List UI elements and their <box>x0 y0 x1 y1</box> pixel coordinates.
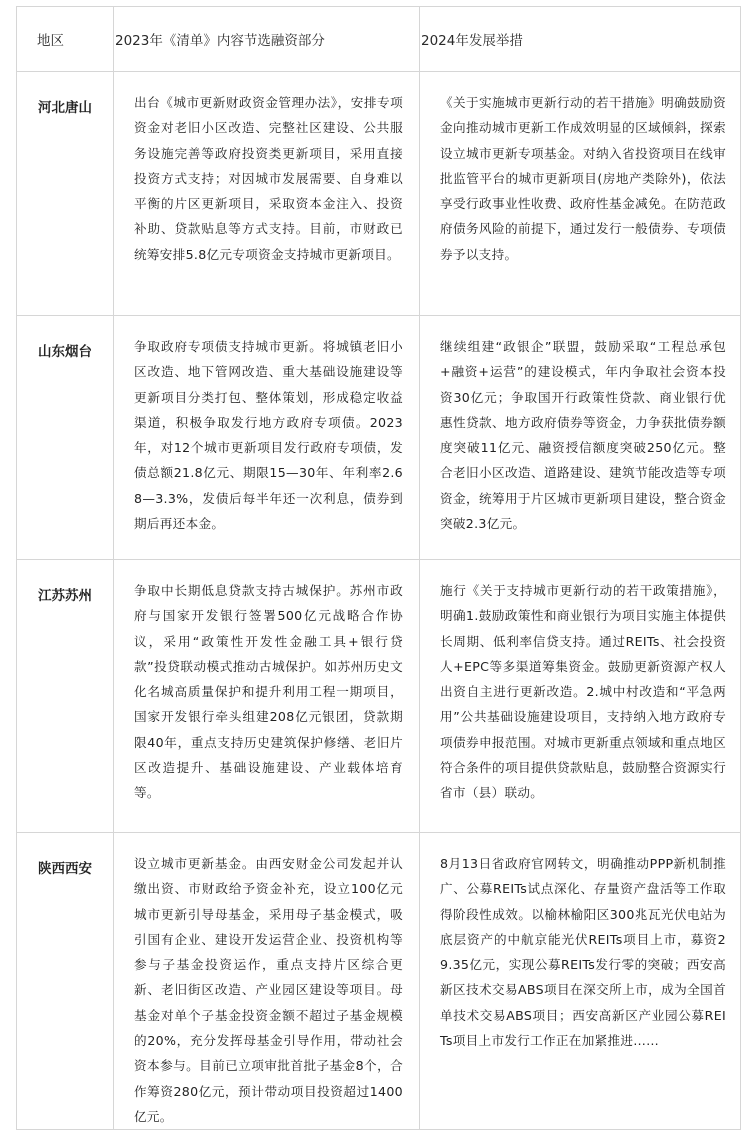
list-content-text: 设立城市更新基金。由西安财金公司发起并认缴出资、市财政给予资金补充，设立100亿元城市更新引导母基金，采用母子基金模式，吸引国有企业、建设开发运营企业、投资机构等参与子基金投资运作，重点支持片区综合更新、老旧街区改造、产业园区建设等项目。母基金对单个子基金投资金额不超过子基金规模的20%，充分发挥母基金引导作用，带动社会资本参与。目前已立项审批首批子基金8个，合作筹资280亿元，预计带动项目投资超过1400亿元。 <box>134 856 403 1124</box>
list-content-text: 争取中长期低息贷款支持古城保护。苏州市政府与国家开发银行签署500亿元战略合作协议，采用“政策性开发性金融工具+银行贷款”投贷联动模式推动古城保护。如苏州历史文化名城高质量保护和提升利用工程一期项目，国家开发银行牵头组建208亿元银团，贷款期限40年，重点支持历史建筑保护修缮、老旧片区改造提升、基础设施建设、产业载体培育等。 <box>134 583 403 801</box>
list-content-cell <box>114 72 420 316</box>
measures-cell <box>420 833 741 1130</box>
header-list-content: 2023年《清单》内容节选融资部分 <box>114 7 420 72</box>
region-cell: 江苏苏州 <box>17 560 114 833</box>
list-content-text: 出台《城市更新财政资金管理办法》，安排专项资金对老旧小区改造、完整社区建设、公共服务设施完善等政府投资类更新项目，采用直接投资方式支持；对因城市发展需要、自身难以平衡的片区更新项目，采取资本金注入、投资补助、贷款贴息等方式支持。目前，市财政已统筹安排5.8亿元专项资金支持城市更新项目。 <box>134 95 403 262</box>
table-row <box>17 72 741 316</box>
table-row <box>17 560 741 833</box>
measures-text: 《关于实施城市更新行动的若干措施》明确鼓励资金向推动城市更新工作成效明显的区域倾斜，探索设立城市更新专项基金。对纳入省投资项目在线审批监管平台的城市更新项目(房地产类除外)，依法享受行政事业性收费、政府性基金减免。在防范政府债务风险的前提下，通过发行一般债券、专项债券予以支持。 <box>440 95 726 262</box>
region-cell: 河北唐山 <box>17 72 114 316</box>
measures-text: 施行《关于支持城市更新行动的若干政策措施》，明确1.鼓励政策性和商业银行为项目实施主体提供长周期、低利率信贷支持。通过REITs、社会投资人+EPC等多渠道筹集资金。鼓励更新资源产权人出资自主进行更新改造。2.城中村改造和“平急两用”公共基础设施建设项目，支持纳入地方政府专项债券申报范围。对城市更新重点领域和重点地区符合条件的项目提供贷款贴息，鼓励整合资源实行省市（县）联动。 <box>440 583 726 801</box>
measures-cell <box>420 560 741 833</box>
measures-cell <box>420 72 741 316</box>
header-measures-2024: 2024年发展举措 <box>420 7 741 72</box>
measures-text: 8月13日省政府官网转文，明确推动PPP新机制推广、公募REITs试点深化、存量资产盘活等工作取得阶段性成效。以榆林榆阳区300兆瓦光伏电站为底层资产的中航京能光伏REITs项目上市，募资29.35亿元，实现公募REITs发行零的突破；西安高新区技术交易ABS项目在深交所上市，成为全国首单技术交易ABS项目；西安高新区产业园公募REITs项目上市发行工作正在加紧推进…… <box>440 856 726 1049</box>
header-row <box>17 7 741 72</box>
header-region: 地区 <box>17 7 114 72</box>
list-content-cell <box>114 316 420 560</box>
region-cell: 山东烟台 <box>17 316 114 560</box>
table-row <box>17 316 741 560</box>
region-cell: 陕西西安 <box>17 833 114 1130</box>
list-content-text: 争取政府专项债支持城市更新。将城镇老旧小区改造、地下管网改造、重大基础设施建设等更新项目分类打包、整体策划，形成稳定收益渠道，积极争取发行地方政府专项债。2023年，对12个城市更新项目发行政府专项债，发债总额21.8亿元、期限15—30年、年利率2.68—3.3%，发债后每半年还一次利息，债券到期后再还本金。 <box>134 339 403 532</box>
list-content-cell <box>114 833 420 1130</box>
policy-comparison-table <box>16 6 741 1130</box>
measures-text: 继续组建“政银企”联盟，鼓励采取“工程总承包+融资+运营”的建设模式，年内争取社会资本投资30亿元；争取国开行政策性贷款、商业银行优惠性贷款、地方政府债券等资金，力争获批债券额度突破11亿元、融资授信额度突破250亿元。整合老旧小区改造、道路建设、建筑节能改造等专项资金，统筹用于片区城市更新项目建设，整合资金突破2.3亿元。 <box>440 339 726 532</box>
measures-cell <box>420 316 741 560</box>
table-row <box>17 833 741 1130</box>
list-content-cell <box>114 560 420 833</box>
